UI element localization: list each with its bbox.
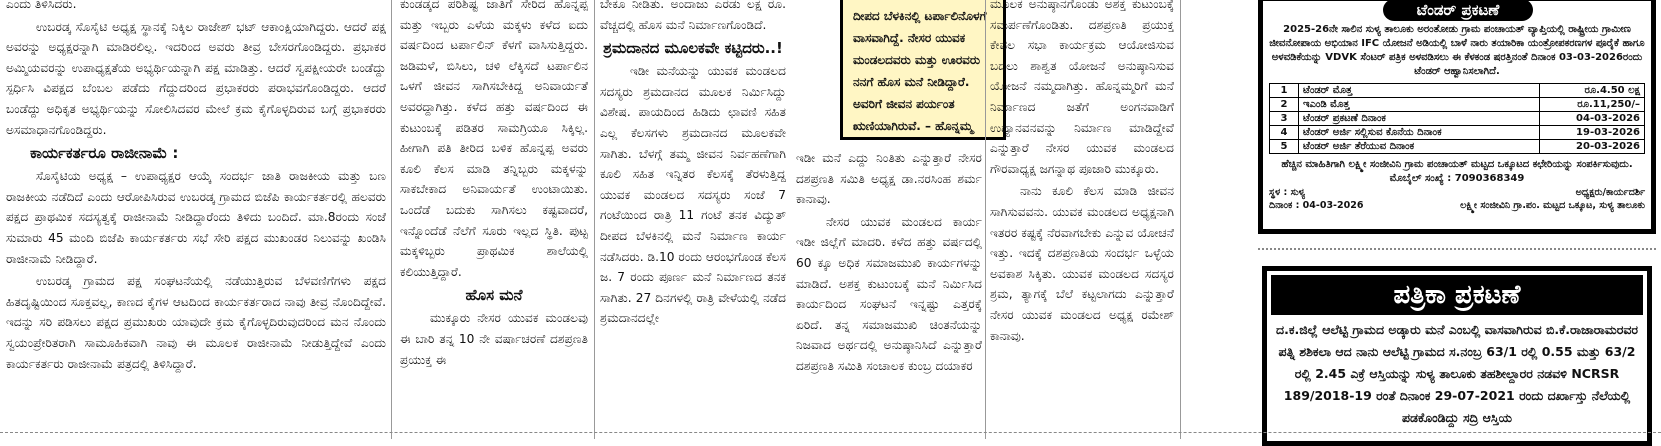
paragraph: ಮುಕ್ಕೂರು ನೇಸರ ಯುವಕ ಮಂಡಲವು ಈ ಬಾರಿ ತನ್ನ 10 ನೇ ವರ್ಷಾಚರಣೆ ದಶಪ್ರಣತಿ ಪ್ರಯುಕ್ತ ಈ [400, 311, 588, 367]
press-body: ದ.ಕ.ಜಿಲ್ಲೆ ಆಲೆಟ್ಟಿ ಗ್ರಾಮದ ಅಡ್ಕಾರು ಮನೆ ಎಂಬಲ್ಲಿ ವಾಸವಾಗಿರುವ ಬಿ.ಕೆ.ರಾಜಾರಾಮರವರ ಪತ್ನಿ ಶಶಿಕಲಾ ಆದ ನಾನು ಆಲೆಟ್ಟಿ ಗ್ರಾಮದ ಸ.ನಂಬ್ರ 63/1 ರಲ್ಲಿ 0.55 ಮತ್ತು 63/2 ರಲ್ಲಿ 2.45 ಎಕ್ರೆ ಆಸ್ತಿಯನ್ನು ಸುಳ್ಯ ತಾಲೂಕು ತಹಶೀಲ್ದಾರರ ನಡವಳಿ NCRSR 189/2018-19 ರಂತೆ ದಿನಾಂಕ 29-07-2021 ರಂದು ದರ್ಖಾಸ್ತು ನೆಲೆಯಲ್ಲಿ ಪಡಕೊಂಡಿದ್ದು ಸದ್ರಿ ಆಸ್ತಿಯ [1276, 322, 1638, 425]
column-divider [594, 0, 595, 439]
tender-cell-value: 19-03-2026 [1540, 126, 1645, 140]
tender-title: ಟೆಂಡರ್ ಪ್ರಕಟಣೆ [1383, 0, 1533, 21]
tender-row [1270, 140, 1645, 154]
tender-cell-value: 20-03-2026 [1540, 140, 1645, 154]
tender-cell-n: 3 [1270, 112, 1299, 126]
article-column-1 [6, 0, 386, 439]
paragraph: ನೇಸರ ಯುವಕ ಮಂಡಲದ ಕಾರ್ಯ ಇಡೀ ಜಿಲ್ಲೆಗೆ ಮಾದರಿ. ಕಳೆದ ಹತ್ತು ವರ್ಷದಲ್ಲಿ 60 ಕ್ಕೂ ಅಧಿಕ ಸಮಾಜಮುಖಿ ಕಾರ್ಯಗಳನ್ನು ಮಾಡಿದೆ. ಅಶಕ್ತ ಕುಟುಂಬಕ್ಕೆ ಮನೆ ನಿರ್ಮಿಸಿದ ಕಾರ್ಯದಿಂದ ಸಂಘಟನೆ ಇನ್ನಷ್ಟು ಎತ್ತರಕ್ಕೆ ಏರಿದೆ. ತನ್ನ ಸಮಾಜಮುಖಿ ಚಿಂತನೆಯನ್ನು ನಿಜವಾದ ಅರ್ಥದಲ್ಲಿ ಅನುಷ್ಠಾನಿಸಿದೆ ಎನ್ನುತ್ತಾರೆ ದಶಪ್ರಣತಿ ಸಮಿತಿ ಸಂಚಾಲಕ ಕುಂಬ್ರ ದಯಾಕರ [796, 214, 982, 373]
paragraph: ಎಂದು ತಿಳಿಸಿದರು. [6, 0, 77, 11]
article-column-5 [990, 0, 1174, 439]
tender-cell-value: ರೂ.4.50 ಲಕ್ಷ [1540, 84, 1645, 98]
page-bottom-rule [0, 432, 1661, 433]
quote-box [840, 0, 1006, 140]
section-heading: ಶ್ರಮದಾನದ ಮೂಲಕವೇ ಕಟ್ಟಿದರು..! [603, 39, 783, 58]
article-column-3 [600, 0, 786, 439]
press-title: ಪತ್ರಿಕಾ ಪ್ರಕಟಣೆ [1271, 275, 1643, 315]
tender-cell-label: ಇಎಂಡಿ ಮೊತ್ತ [1299, 98, 1540, 112]
paragraph: ಇಡೀ ಮನೆ ಎದ್ದು ನಿಂತಿತು ಎನ್ನುತ್ತಾರೆ ನೇಸರ ದಶಪ್ರಣತಿ ಸಮಿತಿ ಅಧ್ಯಕ್ಷ ಡಾ.ನರಸಿಂಹ ಶರ್ಮ ಕಾನಾವು. [796, 151, 982, 207]
tender-cell-label: ಟೆಂಡರ್ ಅರ್ಜಿ ಸಲ್ಲಿಸುವ ಕೊನೆಯ ದಿನಾಂಕ [1299, 126, 1540, 140]
column-divider [391, 0, 392, 439]
sign-title: ಅಧ್ಯಕ್ಷರು/ಕಾರ್ಯದರ್ಶಿ [1575, 187, 1645, 198]
paragraph: ಇಡೀ ಮನೆಯನ್ನು ಯುವಕ ಮಂಡಲದ ಸದಸ್ಯರು ಶ್ರಮದಾನದ ಮೂಲಕ ನಿರ್ಮಿಸಿದ್ದು ವಿಶೇಷ. ಪಾಯದಿಂದ ಹಿಡಿದು ಛಾವಣಿ ಸಹಿತ ಎಲ್ಲ ಕೆಲಸಗಳು ಶ್ರಮದಾನದ ಮೂಲಕವೇ ಸಾಗಿತು. ಬೆಳಗ್ಗೆ ತಮ್ಮ ಜೀವನ ನಿರ್ವಹಣೆಗಾಗಿ ಕೂಲಿ ಸಹಿತ ಇನ್ನಿತರ ಕೆಲಸಕ್ಕೆ ತೆರಳುತ್ತಿದ್ದ ಯುವಕ ಮಂಡಲದ ಸದಸ್ಯರು ಸಂಜೆ 7 ಗಂಟೆಯಿಂದ ರಾತ್ರಿ 11 ಗಂಟೆ ತನಕ ವಿದ್ಯುತ್ ದೀಪದ ಬೆಳಕಿನಲ್ಲಿ ಮನೆ ನಿರ್ಮಾಣ ಕಾರ್ಯ ನಡೆಸಿದರು. ಡಿ.10 ರಂದು ಆರಂಭಗೊಂಡ ಕೆಲಸ ಜ. 7 ರಂದು ಪೂರ್ಣ ಮನೆ ನಿರ್ಮಾಣದ ತನಕ ಸಾಗಿತು. 27 ದಿನಗಳಲ್ಲಿ ರಾತ್ರಿ ವೇಳೆಯಲ್ಲಿ ನಡೆದ ಶ್ರಮದಾನದಲ್ಲೇ [600, 64, 786, 326]
paragraph: ಕುಂಡಡ್ಕದ ಪರಿಶಿಷ್ಟ ಜಾತಿಗೆ ಸೇರಿದ ಹೊನ್ನಪ್ಪ ಮತ್ತು ಇಬ್ಬರು ಎಳೆಯ ಮಕ್ಕಳು ಕಳೆದ ಐದು ವರ್ಷದಿಂದ ಟರ್ಪಾಲಿನ್ ಕೆಳಗೆ ವಾಸಿಸುತ್ತಿದ್ದರು. ಜಡಿಮಳೆ, ಬಿಸಿಲು, ಚಳಿ ಲೆಕ್ಕಿಸದೆ ಟರ್ಪಾಲಿನ ಒಳಗೆ ಜೀವನ ಸಾಗಿಸಬೇಕಿದ್ದ ಅನಿವಾರ್ಯತೆ ಅವರದ್ದಾಗಿತ್ತು. ಕಳೆದ ಹತ್ತು ವರ್ಷದಿಂದ ಈ ಕುಟುಂಬಕ್ಕೆ ಪಡಿತರ ಸಾಮಗ್ರಿಯೂ ಸಿಕ್ಕಿಲ್ಲ. ಹೀಗಾಗಿ ಪತಿ ತೀರಿದ ಬಳಿಕ ಹೊನ್ನಪ್ಪ ಅವರು ಕೂಲಿ ಕೆಲಸ ಮಾಡಿ ತನ್ನಿಬ್ಬರು ಮಕ್ಕಳನ್ನು ಸಾಕಬೇಕಾದ ಅನಿವಾರ್ಯತೆ ಉಂಟಾಯಿತು. ಒಂದೆಡೆ ಬದುಕು ಸಾಗಿಸಲು ಕಷ್ಟವಾದರೆ, ಇನ್ನೊಂದೆಡೆ ನೆಲೆಗೆ ಸೂರು ಇಲ್ಲದ ಸ್ಥಿತಿ. ಪುಟ್ಟ ಮಕ್ಕಳಿಬ್ಬರು ಪ್ರಾಥಮಿಕ ಶಾಲೆಯಲ್ಲಿ ಕಲಿಯುತ್ತಿದ್ದಾರೆ. [400, 0, 588, 279]
section-divider [1258, 248, 1656, 250]
tender-cell-value: ರೂ.11,250/– [1540, 98, 1645, 112]
tender-cell-label: ಟೆಂಡರ್ ಮೊತ್ತ [1299, 84, 1540, 98]
tender-cell-value: 04-03-2026 [1540, 112, 1645, 126]
tender-cell-label: ಟೆಂಡರ್ ಅರ್ಜಿ ತೆರೆಯುವ ದಿನಾಂಕ [1299, 140, 1540, 154]
article-column-2 [400, 0, 588, 439]
tender-cell-n: 1 [1270, 84, 1299, 98]
press-notice [1262, 266, 1652, 446]
sign-org: ಲಕ್ಷ್ಮೀ ಸಂಜೀವಿನಿ ಗ್ರಾ.ಪಂ. ಮಟ್ಟದ ಒಕ್ಕೂಟ, ಸುಳ್ಯ ತಾಲೂಕು [1460, 200, 1645, 211]
place-label: ಸ್ಥಳ : ಸುಳ್ಯ [1269, 187, 1306, 198]
paragraph: ನಾನು ಕೂಲಿ ಕೆಲಸ ಮಾಡಿ ಜೀವನ ಸಾಗಿಸುವವನು. ಯುವಕ ಮಂಡಲದ ಅಧ್ಯಕ್ಷನಾಗಿ ಇತರರ ಕಷ್ಟಕ್ಕೆ ನೆರವಾಗಬೇಕು ಎನ್ನುವ ಯೋಚನೆ ಇತ್ತು. ಇದಕ್ಕೆ ದಶಪ್ರಣತಿಯ ಸಂದರ್ಭ ಒಳ್ಳೆಯ ಅವಕಾಶ ಸಿಕ್ಕಿತು. ಯುವಕ ಮಂಡಲದ ಸದಸ್ಯರ ಶ್ರಮ, ತ್ಯಾಗಕ್ಕೆ ಬೆಲೆ ಕಟ್ಟಲಾಗದು ಎನ್ನುತ್ತಾರೆ ನೇಸರ ಯುವಕ ಮಂಡಲದ ಅಧ್ಯಕ್ಷ ರಮೇಶ್ ಕಾನಾವು. [990, 184, 1174, 343]
tender-notice [1258, 0, 1656, 234]
tender-cell-n: 4 [1270, 126, 1299, 140]
column-divider [985, 0, 986, 439]
tender-row [1270, 84, 1645, 98]
tender-row [1270, 112, 1645, 126]
tender-row [1270, 126, 1645, 140]
paragraph: ಮೂಲಕ ಅನುಷ್ಠಾನಗೊಂಡು ಅಶಕ್ತ ಕುಟುಂಬಕ್ಕೆ ಸಮರ್ಪಣೆಗೊಂಡಿತು. ದಶಪ್ರಣತಿ ಪ್ರಯುಕ್ತ ಕೇವಲ ಸಭಾ ಕಾರ್ಯಕ್ರಮ ಆಯೋಜಿಸುವ ಬದಲು ಶಾಶ್ವತ ಯೋಜನೆ ಅನುಷ್ಠಾನಿಸುವ ಯೋಜನೆ ನಮ್ಮದಾಗಿತ್ತು. ಹೊನ್ನಮ್ಮರಿಗೆ ಮನೆ ನಿರ್ಮಾಣದ ಜತೆಗೆ ಅಂಗನವಾಡಿಗೆ ಉದ್ಯಾನವನವನ್ನು ನಿರ್ಮಾಣ ಮಾಡಿದ್ದೇವೆ ಎನ್ನುತ್ತಾರೆ ನೇಸರ ಯುವಕ ಮಂಡಲದ ಗೌರವಾಧ್ಯಕ್ಷ ಜಗನ್ನಾಥ ಪೂಜಾರಿ ಮುಕ್ಕೂರು. [990, 0, 1174, 176]
tender-footer: ಹೆಚ್ಚಿನ ಮಾಹಿತಿಗಾಗಿ ಲಕ್ಷ್ಮೀ ಸಂಜೀವಿನಿ ಗ್ರಾಮ ಪಂಚಾಯತ್ ಮಟ್ಟದ ಒಕ್ಕೂಟದ ಕಛೇರಿಯನ್ನು ಸಂಪರ್ಕಿಸುವುದು. ಮೊಬೈಲ್ ಸಂಖ್ಯೆ : 7090368349 [1281, 159, 1633, 184]
tender-cell-n: 2 [1270, 98, 1299, 112]
paragraph: ಸೊಸೈಟಿಯ ಅಧ್ಯಕ್ಷ – ಉಪಾಧ್ಯಕ್ಷರ ಆಯ್ಕೆ ಸಂದರ್ಭ ಜಾತಿ ರಾಜಕೀಯ ಮತ್ತು ಬಣ ರಾಜಕೀಯ ನಡೆದಿದೆ ಎಂದು ಆರೋಪಿಸಿರುವ ಉಬರಡ್ಕ ಗ್ರಾಮದ ಬಿಜೆಪಿ ಕಾರ್ಯಕರ್ತರಲ್ಲಿ ಹಲವರು ಪಕ್ಷದ ಪ್ರಾಥಮಿಕ ಸದಸ್ಯತ್ವಕ್ಕೆ ರಾಜೀನಾಮೆ ನೀಡಿದ್ದಾರೆಂದು ತಿಳಿದು ಬಂದಿದೆ. ಮಾ.8ರಂದು ಸಂಜೆ ಸುಮಾರು 45 ಮಂದಿ ಬಿಜೆಪಿ ಕಾರ್ಯಕರ್ತರು ಸಭೆ ಸೇರಿ ಪಕ್ಷದ ಮುಖಂಡರ ನಿಲುವನ್ನು ಖಂಡಿಸಿ ರಾಜೀನಾಮೆ ನೀಡಿದ್ದಾರೆ. [6, 169, 386, 266]
tender-cell-label: ಟೆಂಡರ್ ಪ್ರಕಟಣೆ ದಿನಾಂಕ [1299, 112, 1540, 126]
tender-row [1270, 98, 1645, 112]
paragraph: ಉಬರಡ್ಕ ಗ್ರಾಮದ ಪಕ್ಷ ಸಂಘಟನೆಯಲ್ಲಿ ನಡೆಯುತ್ತಿರುವ ಬೆಳವಣಿಗೆಗಳು ಪಕ್ಷದ ಹಿತದೃಷ್ಟಿಯಿಂದ ಸೂಕ್ತವಲ್ಲ, ಕಾಣದ ಕೈಗಳ ಆಟದಿಂದ ಕಾರ್ಯಕರ್ತರಾದ ನಾವು ತೀವ್ರ ನೊಂದಿದ್ದೇವೆ. ಇದನ್ನು ಸರಿ ಪಡಿಸಲು ಪಕ್ಷದ ಪ್ರಮುಖರು ಯಾವುದೇ ಕ್ರಮ ಕೈಗೊಳ್ಳದಿರುವುದರಿಂದ ಮನ ನೊಂದು ಸ್ವಯಂಪ್ರೇರಿತರಾಗಿ ಸಾಮೂಹಿಕವಾಗಿ ನಾವು ಈ ಮೂಲಕ ರಾಜೀನಾಮೆ ನೀಡುತ್ತಿದ್ದೇವೆ ಎಂದು ಕಾರ್ಯಕರ್ತರು ರಾಜೀನಾಮೆ ಪತ್ರದಲ್ಲಿ ತಿಳಿಸಿದ್ದಾರೆ. [6, 274, 386, 371]
section-heading: ಹೊಸ ಮನೆ [465, 286, 523, 305]
signature-block [1269, 199, 1645, 212]
tender-table [1269, 83, 1645, 154]
signature-block [1269, 186, 1645, 199]
date-label: ದಿನಾಂಕ : 04-03-2026 [1269, 200, 1364, 211]
tender-body: 2025-26ನೇ ಸಾಲಿನ ಸುಳ್ಯ ತಾಲೂಕು ಅರಂತೋಡು ಗ್ರಾಮ ಪಂಚಾಯತ್ ವ್ಯಾಪ್ತಿಯಲ್ಲಿ ರಾಷ್ಟ್ರೀಯ ಗ್ರಾಮೀಣ ಜೀವನೋಪಾಯ ಅಭಿಯಾನ IFC ಯೋಜನೆ ಅಡಿಯಲ್ಲಿ ಬಾಳೆ ನಾರು ತಯಾರಿಕಾ ಯಂತ್ರೋಪಕರಣಗಳ ಪೂರೈಕೆ ಹಾಗೂ ಅಳವಡಿಕೆಯನ್ನು VDVK ಸೆಂಟರ್ ಪತ್ರಿಕ ಅಳವಡಿಸಲು ಈ ಕೆಳಕಂಡ ಷರತ್ತಿನಂತೆ ದಿನಾಂಕ 03-03-2026ರಂದು ಟೆಂಡರ್ ಆಹ್ವಾನಿಸಲಾಗಿದೆ. [1269, 24, 1645, 77]
quote-text: ದೀಪದ ಬೆಳಕಿನಲ್ಲಿ ಟರ್ಪಾಲಿನೊಳಗೆ ವಾಸವಾಗಿದ್ದೆ. ನೇಸರ ಯುವಕ ಮಂಡಲದವರು ಮತ್ತು ಊರವರು ನನಗೆ ಹೊಸ ಮನೆ ನೀಡಿದ್ದಾರೆ. ಅವರಿಗೆ ಜೀವನ ಪರ್ಯಂತ ಋಣಿಯಾಗಿರುವೆ. – ಹೊನ್ನಮ್ಮ [853, 9, 987, 133]
paragraph: ಉಬರಡ್ಕ ಸೊಸೈಟಿ ಅಧ್ಯಕ್ಷ ಸ್ಥಾನಕ್ಕೆ ನಿಕ್ಕಿಲ ರಾಜೇಶ್ ಭಟ್ ಆಕಾಂಕ್ಷಿಯಾಗಿದ್ದರು. ಆದರೆ ಪಕ್ಷ ಅವರನ್ನು ಅಧ್ಯಕ್ಷರನ್ನಾಗಿ ಮಾಡಿರಲಿಲ್ಲ. ಇದರಿಂದ ಅವರು ತೀವ್ರ ಬೇಸರಗೊಂಡಿದ್ದರು. ಪ್ರಭಾಕರ ಅಮ್ಮಿಯವರನ್ನು ಉಪಾಧ್ಯಕ್ಷತೆಯ ಅಭ್ಯರ್ಥಿಯನ್ನಾಗಿ ಪಕ್ಷ ಮಾಡಿತ್ತು. ಆದರೆ ಸ್ವಪಕ್ಷೀಯರೇ ಬಂಡೆದ್ದು ಸ್ಪರ್ಧಿಸಿ ವಿಪಕ್ಷದ ಬೆಂಬಲ ಪಡೆದು ಗೆದ್ದುದರಿಂದ ಪ್ರಭಾಕರರು ಪರಾಭವಗೊಂಡಿದ್ದರು. ಆದರೆ ಬಂಡೆದ್ದು ಅಧಿಕೃತ ಅಭ್ಯರ್ಥಿಯನ್ನು ಸೋಲಿಸಿದವರ ಮೇಲೆ ಕ್ರಮ ಕೈಗೊಳ್ಳದಿರುವ ಬಗ್ಗೆ ಪ್ರಭಾಕರರು ಅಸಮಾಧಾನಗೊಂಡಿದ್ದರು. [6, 19, 386, 137]
section-heading: ಕಾರ್ಯಕರ್ತರೂ ರಾಜೀನಾಮೆ : [30, 144, 179, 163]
column-divider [1180, 0, 1181, 439]
article-column-4 [796, 148, 982, 439]
paragraph: ಬೇಕೂ ನೀಡಿತು. ಅಂದಾಜು ಎರಡು ಲಕ್ಷ ರೂ. ವೆಚ್ಚದಲ್ಲಿ ಹೊಸ ಮನೆ ನಿರ್ಮಾಣಗೊಂಡಿದೆ. [600, 0, 786, 32]
tender-cell-n: 5 [1270, 140, 1299, 154]
